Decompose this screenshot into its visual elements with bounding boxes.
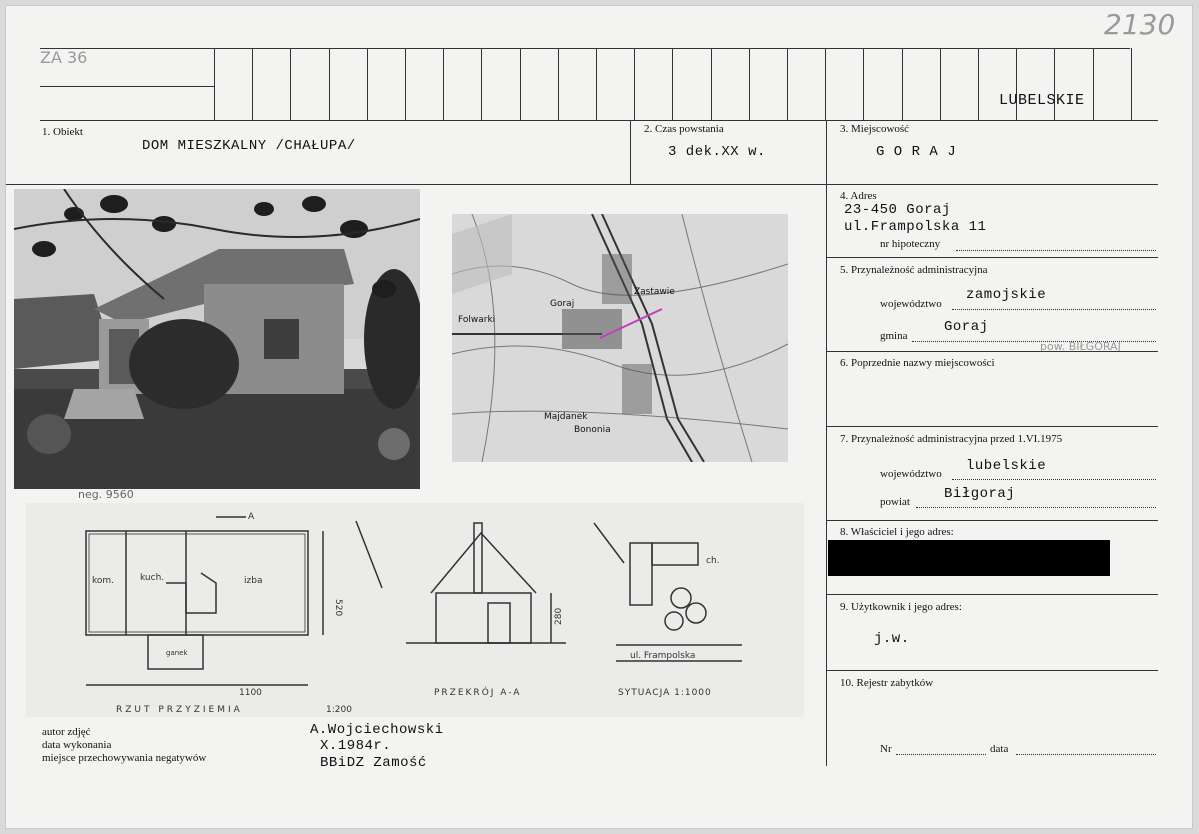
- drawings-svg: [26, 503, 804, 717]
- site-caption: SYTUACJA 1:1000: [618, 688, 712, 698]
- header-grid-line: [443, 48, 444, 120]
- field-adres-line2: ul.Frampolska 11: [844, 219, 987, 235]
- room-izba: izba: [244, 576, 263, 586]
- field-rejestr-nr: Nr: [880, 743, 892, 755]
- field-przed-label: 7. Przynależność administracyjna przed 1.VI.1975: [840, 433, 1063, 445]
- header-grid-line: [520, 48, 521, 120]
- drawings-strip: [26, 503, 804, 717]
- header-grid-line: [558, 48, 559, 120]
- separator-1: [40, 120, 1158, 121]
- house-photograph: [14, 189, 420, 489]
- room-kom: kom.: [92, 576, 115, 586]
- autor-label: autor zdjęć: [42, 726, 91, 738]
- catalog-number: 2130: [1104, 8, 1176, 41]
- field-obiekt-label: 1. Obiekt: [42, 126, 83, 138]
- field-przed-woj-label: województwo: [880, 468, 942, 480]
- field-rejestr-label: 10. Rejestr zabytków: [840, 677, 934, 689]
- site-ch: ch.: [706, 556, 720, 566]
- field-rejestr-data: data: [990, 743, 1009, 755]
- header-grid-line: [329, 48, 330, 120]
- woj-dots: [952, 309, 1156, 310]
- field-czas-value: 3 dek.XX w.: [668, 144, 766, 160]
- section-caption: PRZEKRÓJ A-A: [434, 688, 522, 698]
- header-grid-line: [634, 48, 635, 120]
- field-wlasciciel-label: 8. Właściciel i jego adres:: [840, 526, 954, 538]
- room-kuch: kuch.: [140, 573, 165, 583]
- header-grid-line: [787, 48, 788, 120]
- divider-czas: [630, 120, 631, 184]
- field-adres-line1: 23-450 Goraj: [844, 202, 951, 218]
- card-code: ZA 36: [40, 48, 88, 67]
- field-miejscowosc-label: 3. Miejscowość: [840, 123, 910, 135]
- field-przed-woj-value: lubelskie: [966, 458, 1047, 474]
- header-grid-line: [1131, 48, 1132, 120]
- field-przynaleznosc-label: 5. Przynależność administracyjna: [840, 264, 988, 276]
- map-label-goraj: Goraj: [550, 299, 575, 309]
- field-obiekt-value: DOM MIESZKALNY /CHAŁUPA/: [142, 138, 356, 154]
- separator-r5: [826, 594, 1158, 595]
- header-grid-line: [405, 48, 406, 120]
- header-grid-line: [711, 48, 712, 120]
- hipoteczny-dots: [956, 250, 1156, 251]
- field-woj-value: zamojskie: [966, 287, 1047, 303]
- powiat-note: pow. BIŁGORAJ: [1040, 340, 1121, 353]
- header-grid-line: [825, 48, 826, 120]
- field-uzytkownik-value: j.w.: [874, 631, 910, 647]
- field-poprzednie-label: 6. Poprzednie nazwy miejscowości: [840, 357, 995, 369]
- site-street: ul. Frampolska: [630, 651, 696, 661]
- separator-r4: [826, 520, 1158, 521]
- dim-width: 520: [333, 599, 343, 617]
- cross-section: [406, 523, 566, 643]
- house-photo-drawing: [14, 189, 420, 489]
- inventory-card: [6, 6, 1192, 828]
- field-powiat-value: Biłgoraj: [944, 486, 1016, 502]
- map-drawing: [452, 214, 788, 462]
- separator-r1: [826, 257, 1158, 258]
- autor-value: A.Wojciechowski: [310, 722, 444, 738]
- code-underline: [40, 86, 214, 87]
- field-hipoteczny-label: nr hipoteczny: [880, 238, 941, 250]
- header-grid-line: [672, 48, 673, 120]
- header-grid-line: [1093, 48, 1094, 120]
- field-miejscowosc-value: G O R A J: [876, 144, 957, 160]
- header-grid-line: [749, 48, 750, 120]
- przed-woj-dots: [952, 479, 1156, 480]
- header-grid-line: [1016, 48, 1017, 120]
- powiat-dots: [916, 507, 1156, 508]
- separator-r3: [826, 426, 1158, 427]
- miejsce-value: BBiDZ Zamość: [320, 755, 427, 771]
- negative-number: neg. 9560: [78, 488, 134, 501]
- field-woj-label: województwo: [880, 298, 942, 310]
- dim-height: 280: [554, 607, 564, 625]
- region-name: LUBELSKIE: [999, 92, 1085, 109]
- map-label-bononia: Bononia: [574, 425, 611, 435]
- dim-length: 1100: [239, 688, 262, 698]
- field-czas-label: 2. Czas powstania: [644, 123, 724, 135]
- header-grid-line: [596, 48, 597, 120]
- header-grid-line: [367, 48, 368, 120]
- header-grid-line: [481, 48, 482, 120]
- header-grid-line: [290, 48, 291, 120]
- data-value: X.1984r.: [320, 738, 392, 754]
- plan-scale: 1:200: [326, 705, 352, 715]
- rejestr-data-dots: [1016, 754, 1156, 755]
- miejsce-label: miejsce przechowywania negatywów: [42, 752, 207, 764]
- field-gmina-value: Goraj: [944, 319, 989, 335]
- field-uzytkownik-label: 9. Użytkownik i jego adres:: [840, 601, 962, 613]
- separator-r2: [826, 351, 1158, 352]
- room-ganek: ganek: [166, 649, 188, 657]
- section-arrow-a: A: [248, 512, 255, 522]
- map-label-zastawie: Zastawie: [634, 287, 675, 297]
- separator-2: [6, 184, 1158, 185]
- field-gmina-label: gmina: [880, 330, 908, 342]
- map-label-folwarki: Folwarki: [458, 315, 496, 325]
- header-grid-line: [252, 48, 253, 120]
- site-plan: [594, 523, 742, 661]
- map-label-majdanek: Majdanek: [544, 412, 588, 422]
- header-grid-line: [978, 48, 979, 120]
- location-map: [452, 214, 788, 462]
- plan-caption: RZUT PRZYZIEMIA: [116, 705, 243, 715]
- owner-redaction: [828, 540, 1110, 576]
- header-grid-line: [863, 48, 864, 120]
- field-powiat-label: powiat: [880, 496, 910, 508]
- header-grid-line: [1054, 48, 1055, 120]
- header-grid-line: [902, 48, 903, 120]
- data-label: data wykonania: [42, 739, 112, 751]
- grid-top-line: [40, 48, 1130, 49]
- field-adres-label: 4. Adres: [840, 190, 877, 202]
- separator-r6: [826, 670, 1158, 671]
- rejestr-nr-dots: [896, 754, 986, 755]
- header-grid-line: [940, 48, 941, 120]
- header-grid-line: [214, 48, 215, 120]
